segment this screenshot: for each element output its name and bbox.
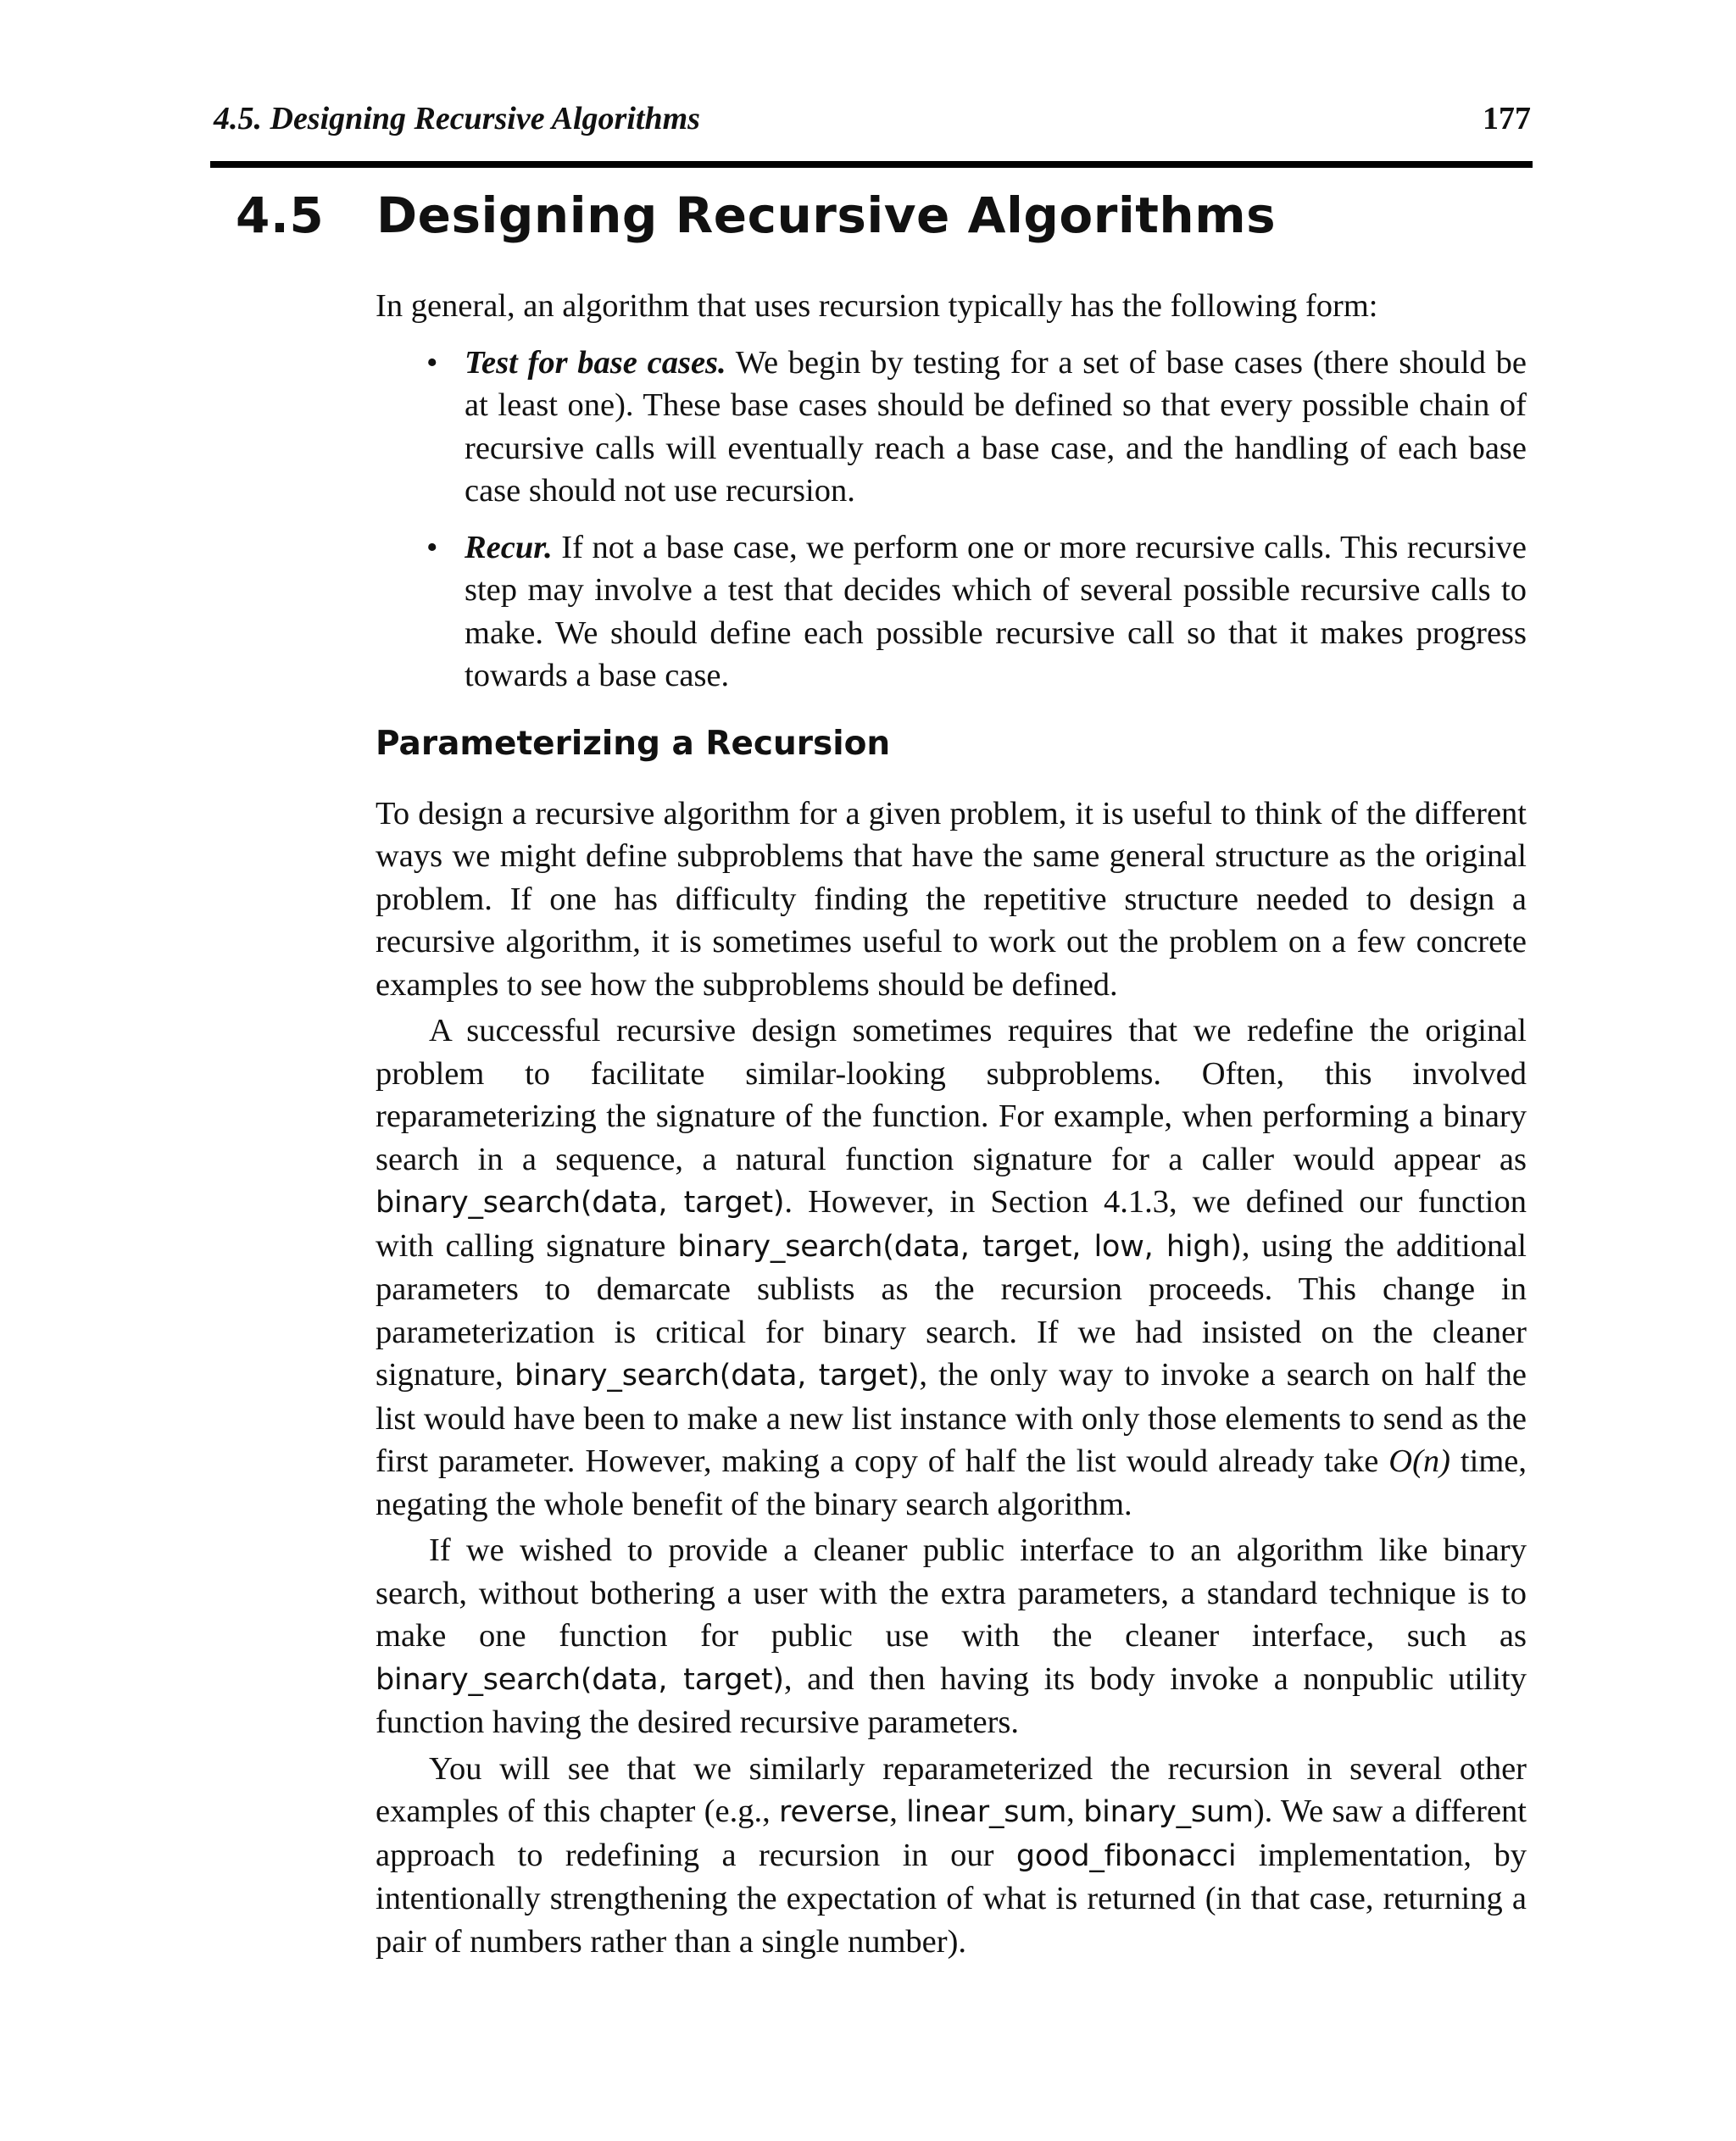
text-run: A successful recursive design sometimes requires that we redefine the original problem to facilitate similar-looking subproblems. Often, this involved reparameterizing the signature of the function. For example, when performing a binary search in a sequence, a natural function signature for a caller would appear as	[376, 1013, 1527, 1177]
paragraph-3	[376, 1529, 1527, 1744]
running-head	[214, 100, 1531, 137]
bullet-item-recur	[376, 526, 1527, 698]
bullet-term: Recur.	[465, 529, 553, 565]
text-run: If we wished to provide a cleaner public interface to an algorithm like binary search, without bothering a user with the extra parameters, a standard technique is to make one function for public use with the cleaner interface, such as	[376, 1532, 1527, 1654]
paragraph-1: To design a recursive algorithm for a given problem, it is useful to think of the different ways we might define subproblems that have the same general structure as the original problem. If one has difficulty finding the repetitive structure needed to design a recursive algorithm, it is sometimes useful to work out the problem on a few concrete examples to see how the subproblems should be defined.	[376, 795, 1527, 1003]
subsection-heading: Parameterizing a Recursion	[376, 724, 891, 763]
text-run: ). We saw a different approach to redefining a recursion in our	[376, 1793, 1527, 1873]
code-binary-search: binary_search(data, target)	[514, 1359, 920, 1393]
text-run: , using the additional parameters to demarcate sublists as the recursion proceeds. This change in parameterization is critical for binary search. If we had insisted on the cleaner signature,	[376, 1227, 1527, 1393]
section-number: 4.5	[236, 186, 325, 244]
bullet-item-base-cases	[376, 342, 1527, 513]
section-title: Designing Recursive Algorithms	[376, 186, 1277, 244]
text-run: . However, in Section 4.1.3, we defined our function with calling signature	[376, 1184, 1527, 1264]
text-run: You will see that we similarly reparameterized the recursion in several other examples of this chapter (e.g.,	[376, 1750, 1527, 1829]
code-binary-search-full: binary_search(data, target, low, high)	[677, 1229, 1242, 1264]
bullet-text: If not a base case, we perform one or more recursive calls. This recursive step may involve a test that decides which of several possible recursive calls to make. We should define each possible recursive call so that it makes progress towards a base case.	[465, 529, 1527, 693]
header-rule	[210, 161, 1533, 168]
text-run: time, negating the whole benefit of the binary search algorithm.	[376, 1443, 1527, 1522]
bullet-list	[376, 342, 1527, 698]
paragraph-2	[376, 1009, 1527, 1526]
bullet-icon: •	[426, 529, 438, 565]
bullet-icon: •	[426, 344, 438, 381]
text-run: , and then having its body invoke a nonpublic utility function having the desired recursive parameters.	[376, 1660, 1527, 1740]
math-big-o: O(n)	[1388, 1443, 1450, 1479]
code-binary-sum: binary_sum	[1083, 1795, 1254, 1829]
intro-paragraph: In general, an algorithm that uses recursion typically has the following form:	[376, 288, 1378, 324]
code-reverse: reverse	[779, 1795, 890, 1829]
text-run: , the only way to invoke a search on half the list would have been to make a new list instance with only those elements to send as the first parameter. However, making a copy of half the list would already take	[376, 1357, 1527, 1479]
code-binary-search: binary_search(data, target)	[376, 1662, 784, 1697]
bullet-term: Test for base cases.	[465, 344, 726, 381]
code-good-fibonacci: good_fibonacci	[1015, 1838, 1237, 1873]
code-binary-search: binary_search(data, target)	[376, 1186, 785, 1220]
page-number: 177	[1483, 101, 1531, 136]
text-run: ,	[1066, 1793, 1084, 1829]
paragraph-4	[376, 1748, 1527, 1964]
running-head-title: 4.5. Designing Recursive Algorithms	[214, 101, 700, 136]
body-text	[376, 285, 1527, 1963]
bullet-text: We begin by testing for a set of base cases (there should be at least one). These base cases should be defined so that every possible chain of recursive calls will eventually reach a base case, and the handling of each base case should not use recursion.	[465, 344, 1527, 509]
code-linear-sum: linear_sum	[906, 1795, 1067, 1829]
text-run: ,	[889, 1793, 907, 1829]
section-heading	[236, 186, 1276, 244]
text-run: implementation, by intentionally strengthening the expectation of what is returned (in that case, returning a pair of numbers rather than a single number).	[376, 1837, 1527, 1960]
